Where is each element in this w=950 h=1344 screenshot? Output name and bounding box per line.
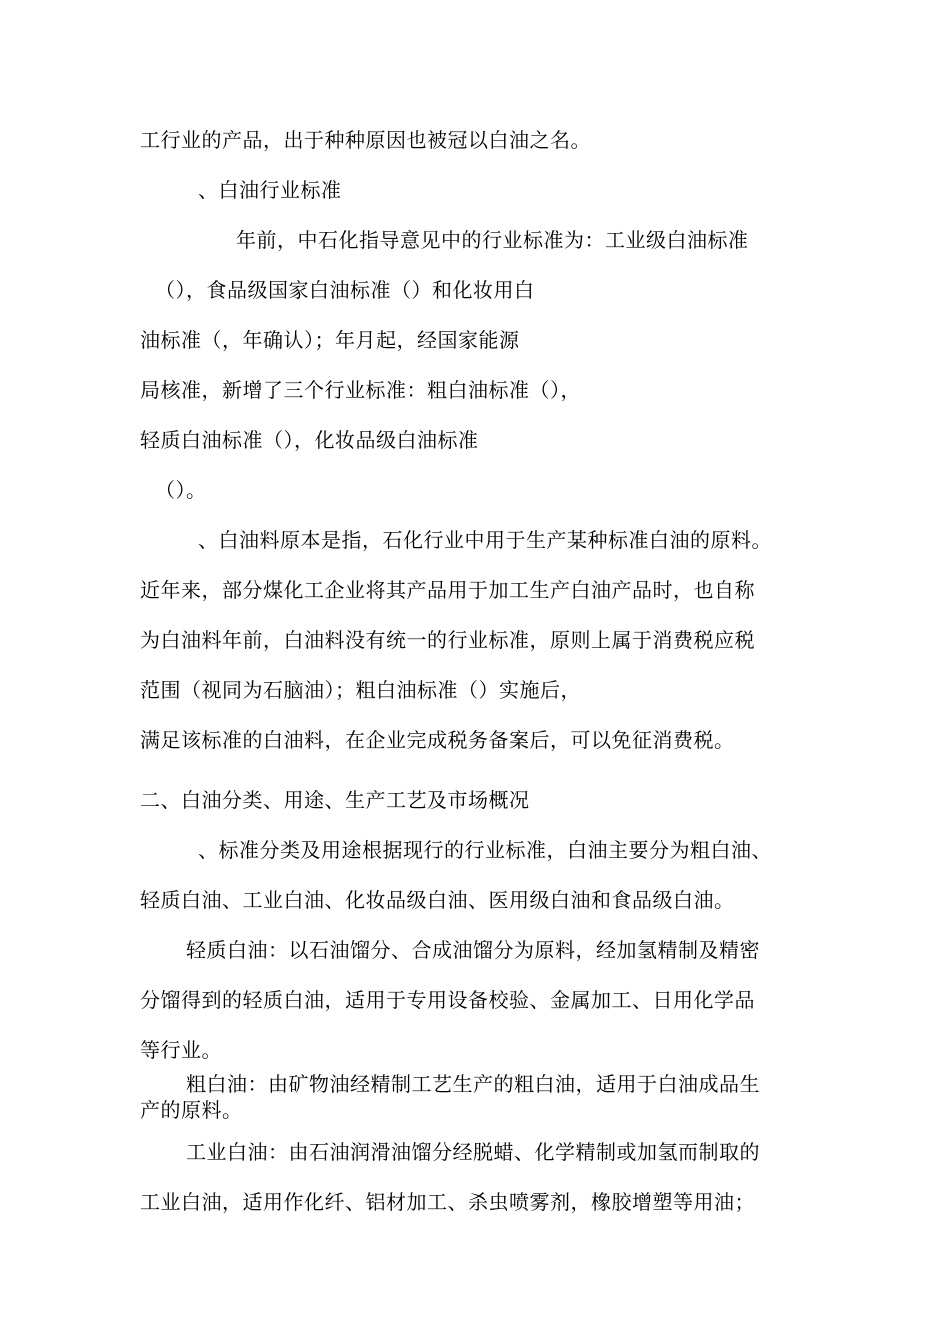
text-line: 轻质白油：以石油馏分、合成油馏分为原料，经加氢精制及精密 xyxy=(186,938,760,962)
text-line: 分馏得到的轻质白油，适用于专用设备校验、金属加工、日用化学品 xyxy=(140,988,755,1012)
text-line: 油标准（，年确认）；年月起，经国家能源 xyxy=(140,328,520,352)
text-line: 、白油料原本是指，石化行业中用于生产某种标准白油的原料。 xyxy=(198,528,772,552)
text-line: 年前，中石化指导意见中的行业标准为：工业级白油标准 xyxy=(236,228,749,252)
text-line: 工业白油，适用作化纤、铝材加工、杀虫喷雾剂，橡胶增塑等用油； xyxy=(140,1190,755,1214)
text-line: 为白油料年前，白油料没有统一的行业标准，原则上属于消费税应税 xyxy=(140,628,755,652)
text-line: 满足该标准的白油料，在企业完成税务备案后，可以免征消费税。 xyxy=(140,728,735,752)
text-line: 局核准，新增了三个行业标准：粗白油标准（）， xyxy=(140,378,581,402)
text-line: 工业白油：由石油润滑油馏分经脱蜡、化学精制或加氢而制取的 xyxy=(186,1140,760,1164)
text-line: 、标准分类及用途根据现行的行业标准，白油主要分为粗白油、 xyxy=(198,838,772,862)
text-line: 产的原料。 xyxy=(140,1098,243,1122)
text-line: 粗白油：由矿物油经精制工艺生产的粗白油，适用于白油成品生 xyxy=(186,1072,760,1096)
text-line: 轻质白油标准（），化妆品级白油标准 xyxy=(140,428,479,452)
text-line: 范围（视同为石脑油）；粗白油标准（）实施后， xyxy=(140,678,581,702)
text-line: 轻质白油、工业白油、化妆品级白油、医用级白油和食品级白油。 xyxy=(140,888,735,912)
text-line: 等行业。 xyxy=(140,1038,222,1062)
text-line: （）。 xyxy=(155,478,207,502)
text-line: 近年来，部分煤化工企业将其产品用于加工生产白油产品时，也自称 xyxy=(140,578,755,602)
text-line: 工行业的产品，出于种种原因也被冠以白油之名。 xyxy=(140,128,591,152)
text-line: （），食品级国家白油标准（）和化妆用白 xyxy=(155,278,535,302)
section-heading: 二、白油分类、用途、生产工艺及市场概况 xyxy=(140,788,530,812)
section-heading: 、白油行业标准 xyxy=(198,178,342,202)
